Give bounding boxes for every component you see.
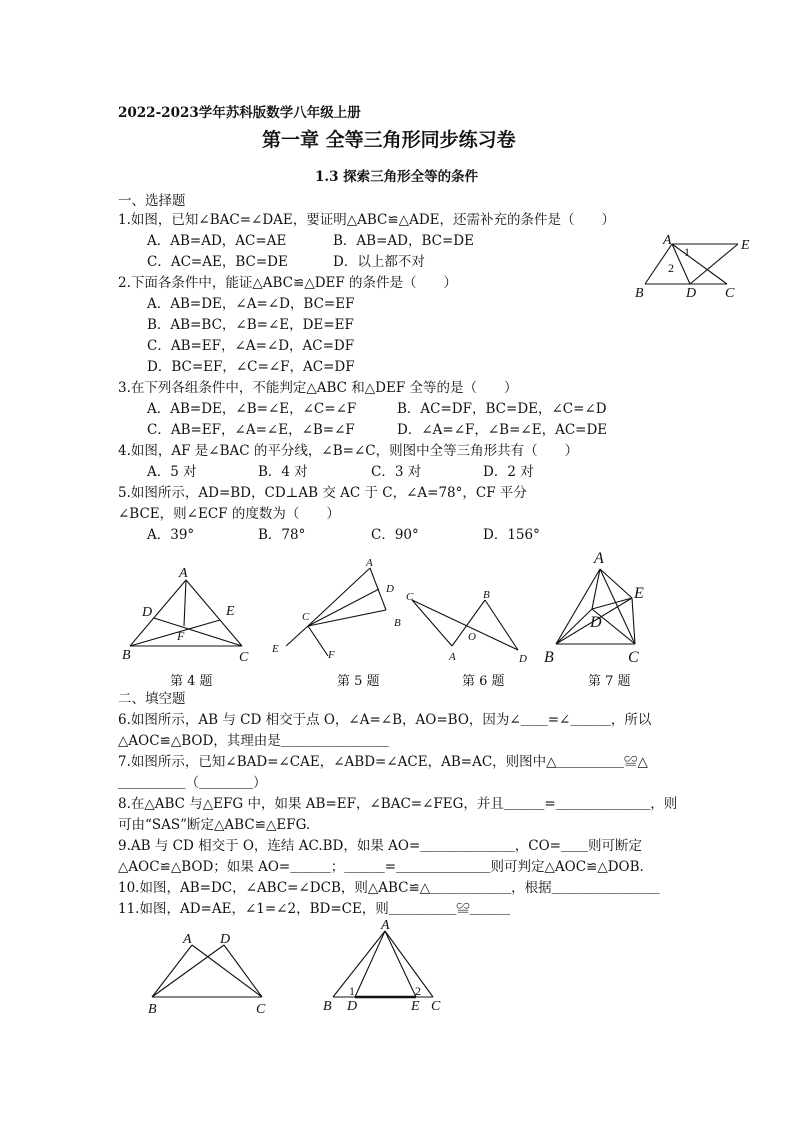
caption-fig7: 第 7 题 <box>588 674 631 689</box>
fig1-label-1: 1 <box>684 245 690 259</box>
q1-figure <box>630 232 785 302</box>
section-choice: 一、选择题 <box>118 193 186 209</box>
fig1-label-d: D <box>686 286 697 301</box>
q3-option-b: B．AC=DF，BC=DE，∠C=∠D <box>397 401 607 417</box>
fig10-label-a: A <box>183 932 192 947</box>
fig7-label-c: C <box>628 649 639 666</box>
q3-option-a: A．AB=DE，∠B=∠E，∠C=∠F <box>147 401 357 417</box>
q10-text: 10.如图，AB=DC，∠ABC=∠DCB，则△ABC≌△＿＿＿＿＿＿，根据＿＿＿＿＿＿＿＿ <box>118 880 660 896</box>
fig6-label-o: O <box>468 631 476 643</box>
fig1-label-a: A <box>663 233 672 248</box>
q4-option-c: C．3 对 <box>371 464 422 480</box>
fig11-label-b: B <box>323 999 332 1014</box>
q5-option-a: A．39° <box>147 527 195 543</box>
fig6-label-a: A <box>449 651 456 663</box>
header-subtitle: 2022-2023学年苏科版数学八年级上册 <box>118 105 361 121</box>
fig4-label-d: D <box>142 605 153 620</box>
q1-option-c: C．AC=AE，BC=DE <box>147 254 288 270</box>
fig1-label-b: B <box>635 286 644 301</box>
fig11-label-e: E <box>411 999 420 1014</box>
q5-option-d: D．156° <box>483 527 540 543</box>
q1-stem: 1.如图，已知∠BAC=∠DAE，要证明△ABC≌△ADE，还需补充的条件是（ ） <box>118 212 615 228</box>
q7-line2: ＿＿＿＿＿（＿＿＿＿） <box>118 775 267 791</box>
q1-option-b: B．AB=AD，BC=DE <box>333 233 474 249</box>
fig6-label-b: B <box>483 589 490 601</box>
q6-line2: △AOC≌△BOD，其理由是＿＿＿＿＿＿＿＿ <box>118 733 389 749</box>
figure-q10 <box>140 925 280 1017</box>
caption-fig6: 第 6 题 <box>462 674 505 689</box>
fig4-label-e: E <box>226 604 235 619</box>
q4-option-b: B．4 对 <box>258 464 308 480</box>
fig5-label-e: E <box>272 643 279 655</box>
q4-option-d: D．2 对 <box>483 464 534 480</box>
section-fill: 二、填空题 <box>118 691 186 707</box>
page-title: 第一章 全等三角形同步练习卷 <box>262 129 516 151</box>
q2-option-c: C．AB=EF，∠A=∠D，AC=DF <box>147 338 355 354</box>
q3-option-c: C．AB=EF，∠A=∠E，∠B=∠F <box>147 422 355 438</box>
q1-option-d: D．以上都不对 <box>333 254 425 270</box>
fig5-label-a: A <box>366 557 373 569</box>
q3-option-d: D．∠A=∠F，∠B=∠E，AC=DE <box>397 422 608 438</box>
q2-option-a: A．AB=DE，∠A=∠D，BC=EF <box>147 296 355 312</box>
figure-5 <box>266 552 416 667</box>
q5-stem-line1: 5.如图所示，AD=BD，CD⊥AB 交 AC 于 C，∠A=78°，CF 平分 <box>118 485 527 501</box>
q2-option-b: B．AB=BC，∠B=∠E，DE=EF <box>147 317 354 333</box>
q2-stem: 2.下面各条件中，能证△ABC≌△DEF 的条件是（ ） <box>118 275 458 291</box>
fig11-label-c: C <box>431 999 441 1014</box>
section-title: 1.3 探索三角形全等的条件 <box>315 169 479 185</box>
fig7-label-d: D <box>590 614 602 631</box>
q4-stem: 4.如图，AF 是∠BAC 的平分线，∠B=∠C，则图中全等三角形共有（ ） <box>118 443 579 459</box>
fig4-label-c: C <box>239 650 249 665</box>
fig7-label-a: A <box>594 550 604 567</box>
caption-fig5: 第 5 题 <box>337 674 380 689</box>
q4-option-a: A．5 对 <box>147 464 197 480</box>
q8-line1: 8.在△ABC 与△EFG 中，如果 AB=EF，∠BAC=∠FEG，并且＿＿＿=＿＿＿＿＿＿＿，则 <box>118 796 678 812</box>
fig1-label-e: E <box>741 238 750 253</box>
q5-option-b: B．78° <box>258 527 306 543</box>
fig5-label-f: F <box>328 649 335 661</box>
q3-stem: 3.在下列各组条件中，不能判定△ABC 和△DEF 全等的是（ ） <box>118 380 518 396</box>
figure-q11 <box>315 917 455 1017</box>
q5-option-c: C．90° <box>371 527 419 543</box>
q11-text: 11.如图，AD=AE，∠1=∠2，BD=CE，则＿＿＿＿＿≌＿＿＿ <box>118 901 511 917</box>
q5-stem-line2: ∠BCE，则∠ECF 的度数为（ ） <box>118 506 340 522</box>
fig1-label-c: C <box>725 286 735 301</box>
fig11-label-1: 1 <box>349 984 355 998</box>
fig11-label-2: 2 <box>415 984 421 998</box>
fig10-label-d: D <box>220 932 231 947</box>
fig11-label-a: A <box>381 918 390 933</box>
fig5-label-c: C <box>302 611 310 623</box>
figure-4 <box>120 562 260 667</box>
q9-line1: 9.AB 与 CD 相交于 O，连结 AC.BD，如果 AO=＿＿＿＿＿＿＿，CO=＿＿则可断定 <box>118 838 642 854</box>
q9-line2: △AOC≌△BOD；如果 AO=＿＿＿；＿＿＿=＿＿＿＿＿＿＿则可判定△AOC≌△DOB. <box>118 859 644 875</box>
fig10-label-c: C <box>256 1002 266 1017</box>
fig5-label-d: D <box>386 583 394 595</box>
fig7-label-b: B <box>544 649 554 666</box>
q2-option-d: D．BC=EF，∠C=∠F，AC=DF <box>147 359 355 375</box>
fig10-label-b: B <box>148 1002 157 1017</box>
q8-line2: 可由“SAS”断定△ABC≌△EFG. <box>118 817 311 833</box>
q1-option-a: A．AB=AD，AC=AE <box>147 233 287 249</box>
fig5-label-b: B <box>394 617 401 629</box>
fig4-label-a: A <box>179 566 188 581</box>
caption-fig4: 第 4 题 <box>170 674 213 689</box>
q7-line1: 7.如图所示，已知∠BAD=∠CAE，∠ABD=∠ACE，AB=AC，则图中△＿＿＿＿＿≌△ <box>118 754 648 770</box>
figure-7 <box>540 545 660 668</box>
fig1-label-2: 2 <box>668 261 674 275</box>
fig7-label-e: E <box>634 585 644 602</box>
fig6-label-d: D <box>519 653 527 665</box>
fig4-label-b: B <box>122 648 131 663</box>
fig11-label-d: D <box>347 999 358 1014</box>
q6-line1: 6.如图所示，AB 与 CD 相交于点 O，∠A=∠B，AO=BO，因为∠＿＿=∠＿＿＿，所以 <box>118 712 652 728</box>
fig4-label-f: F <box>177 629 185 643</box>
fig6-label-c: C <box>406 591 414 603</box>
figure-6 <box>402 588 537 668</box>
